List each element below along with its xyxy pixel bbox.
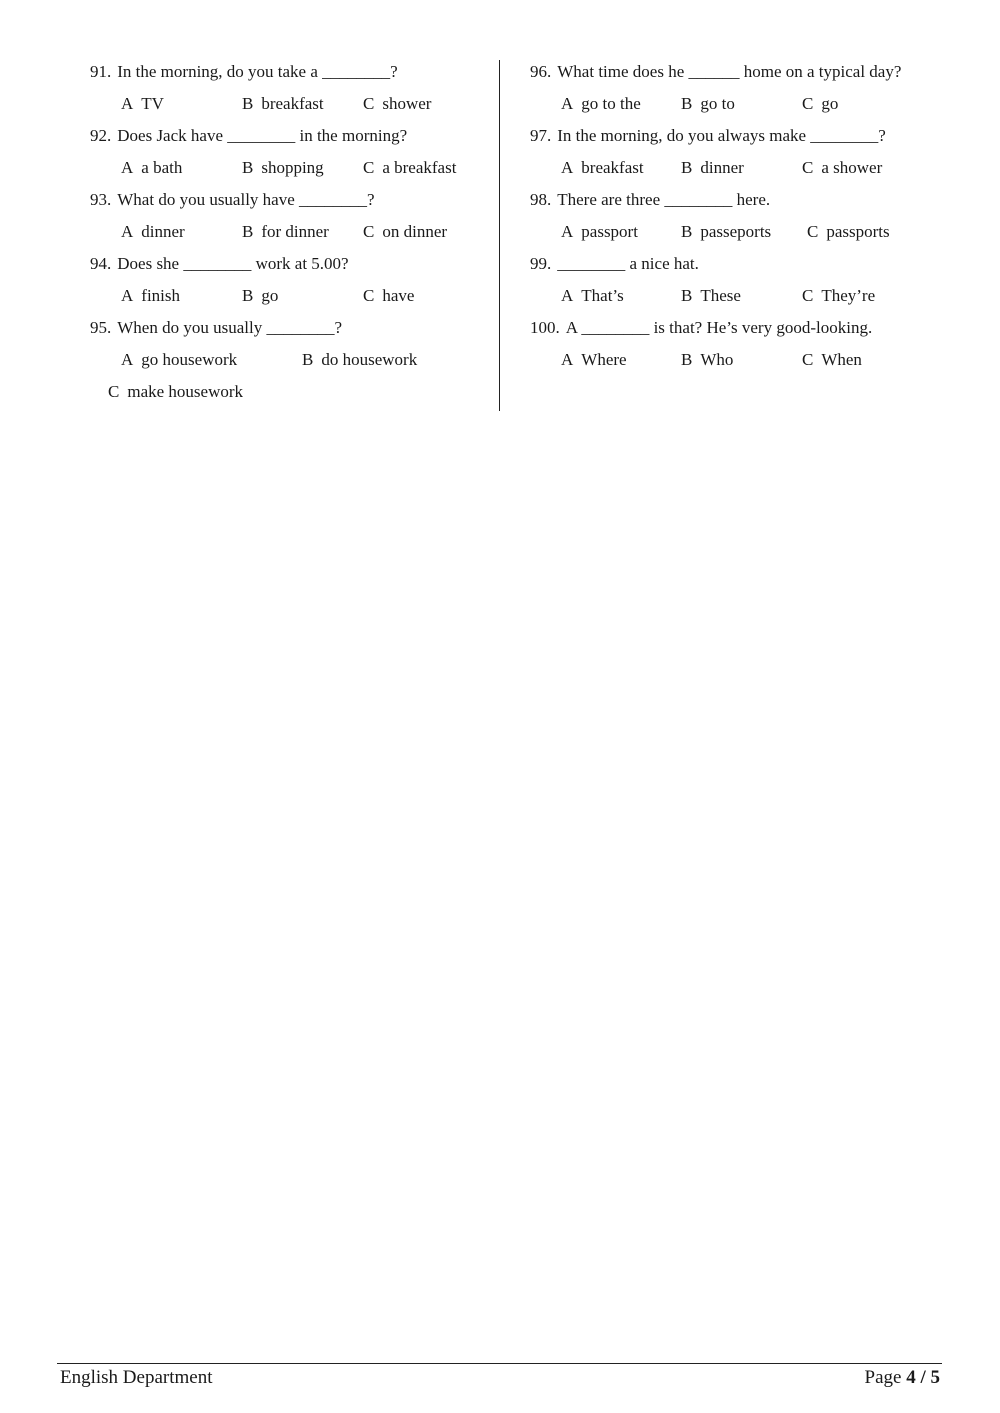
question-text: What do you usually have ________? — [117, 190, 375, 209]
options-93 — [90, 218, 490, 250]
question-text: In the morning, do you take a ________? — [117, 62, 398, 81]
footer-department: English Department — [60, 1367, 213, 1388]
option-c[interactable]: C have — [363, 286, 415, 305]
question-text: ________ a nice hat. — [557, 254, 699, 273]
question-91 — [90, 58, 490, 90]
question-number: 100. — [530, 318, 560, 337]
page-indicator — [865, 1367, 940, 1389]
question-99 — [530, 250, 950, 282]
option-c[interactable]: C When — [802, 350, 862, 369]
question-number: 95. — [90, 318, 112, 337]
option-b[interactable]: B breakfast — [242, 94, 324, 113]
left-question-column — [90, 58, 490, 410]
question-number: 93. — [90, 190, 112, 209]
question-92 — [90, 122, 490, 154]
question-number: 96. — [530, 62, 552, 81]
option-c[interactable]: C on dinner — [363, 222, 448, 241]
option-a[interactable]: A That’s — [561, 286, 624, 305]
question-93 — [90, 186, 490, 218]
question-text: When do you usually ________? — [117, 318, 342, 337]
options-94 — [90, 282, 490, 314]
footer-rule — [57, 1363, 942, 1364]
options-98 — [530, 218, 950, 250]
option-c[interactable]: C make housework — [108, 382, 244, 401]
question-96 — [530, 58, 950, 90]
option-c[interactable]: C passports — [807, 222, 890, 241]
question-text: There are three ________ here. — [557, 190, 771, 209]
options-95-continued — [90, 378, 490, 410]
option-a[interactable]: A finish — [121, 286, 181, 305]
question-number: 98. — [530, 190, 552, 209]
option-a[interactable]: A TV — [121, 94, 164, 113]
options-91 — [90, 90, 490, 122]
option-c[interactable]: C a breakfast — [363, 158, 457, 177]
page-label: Page — [864, 1367, 902, 1388]
option-b[interactable]: B for dinner — [242, 222, 329, 241]
page-separator: / — [920, 1367, 926, 1388]
options-97 — [530, 154, 950, 186]
question-number: 99. — [530, 254, 552, 273]
question-100 — [530, 314, 950, 346]
options-100 — [530, 346, 950, 378]
question-98 — [530, 186, 950, 218]
option-b[interactable]: B passeports — [681, 222, 772, 241]
question-number: 92. — [90, 126, 112, 145]
option-a[interactable]: A go housework — [121, 350, 238, 369]
option-a[interactable]: A dinner — [121, 222, 185, 241]
question-94 — [90, 250, 490, 282]
options-96 — [530, 90, 950, 122]
option-c[interactable]: C a shower — [802, 158, 883, 177]
option-a[interactable]: A breakfast — [561, 158, 644, 177]
option-c[interactable]: C shower — [363, 94, 432, 113]
page-current: 4 — [906, 1367, 916, 1388]
option-a[interactable]: A a bath — [121, 158, 183, 177]
question-97 — [530, 122, 950, 154]
question-text: What time does he ______ home on a typical day? — [557, 62, 902, 81]
question-number: 94. — [90, 254, 112, 273]
option-b[interactable]: B dinner — [681, 158, 744, 177]
option-b[interactable]: B go — [242, 286, 279, 305]
options-92 — [90, 154, 490, 186]
question-text: Does she ________ work at 5.00? — [117, 254, 349, 273]
option-b[interactable]: B do housework — [302, 350, 418, 369]
question-number: 91. — [90, 62, 112, 81]
question-number: 97. — [530, 126, 552, 145]
option-a[interactable]: A Where — [561, 350, 627, 369]
options-99 — [530, 282, 950, 314]
page-total: 5 — [930, 1367, 940, 1388]
column-divider — [499, 60, 500, 411]
option-a[interactable]: A passport — [561, 222, 638, 241]
question-text: Does Jack have ________ in the morning? — [117, 126, 408, 145]
question-95 — [90, 314, 490, 346]
option-b[interactable]: B go to — [681, 94, 735, 113]
option-c[interactable]: C go — [802, 94, 839, 113]
option-c[interactable]: C They’re — [802, 286, 876, 305]
option-a[interactable]: A go to the — [561, 94, 641, 113]
right-question-column — [530, 58, 950, 378]
options-95 — [90, 346, 490, 378]
question-text: A ________ is that? He’s very good-looking. — [565, 318, 873, 337]
option-b[interactable]: B shopping — [242, 158, 324, 177]
option-b[interactable]: B Who — [681, 350, 734, 369]
question-text: In the morning, do you always make ________? — [557, 126, 886, 145]
option-b[interactable]: B These — [681, 286, 741, 305]
